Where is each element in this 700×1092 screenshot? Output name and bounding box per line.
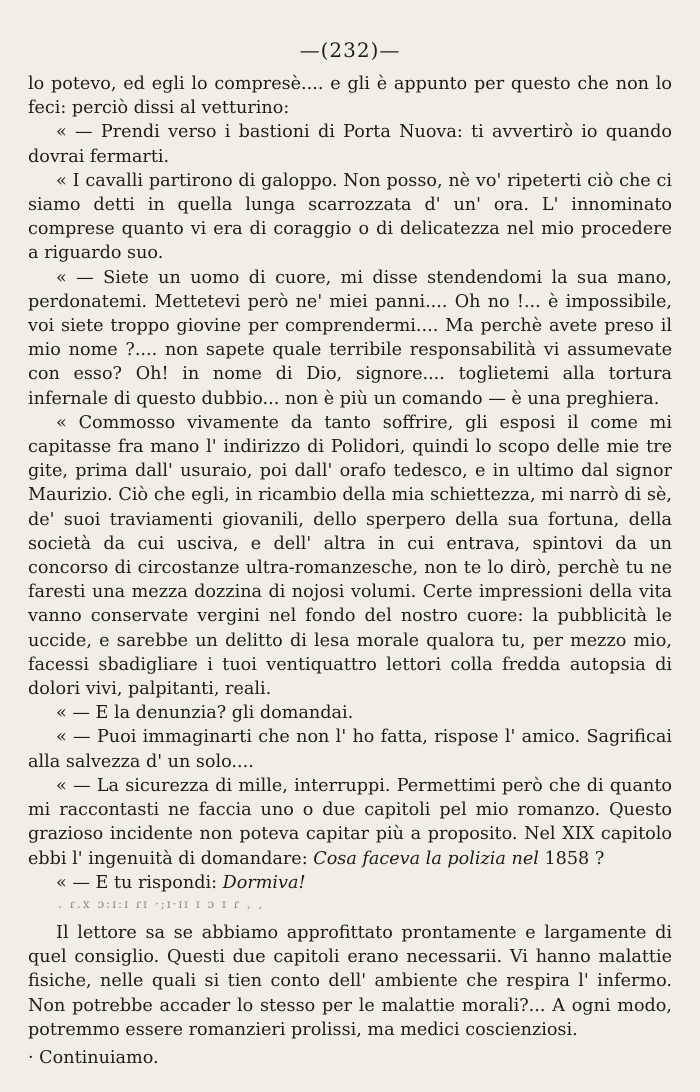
- paragraph-1: lo potevo, ed egli lo compresè.... e gli è appunto per questo che non lo feci: perciò dissi al vetturino:: [28, 74, 672, 119]
- paragraph-2: « — Prendi verso i bastioni di Porta Nuova: ti avvertirò io quando dovrai fermarti.: [28, 122, 672, 167]
- page-number-header: —(232)—: [299, 38, 401, 62]
- question-mark: ?: [594, 848, 605, 869]
- answer-prefix: « — E tu rispondi:: [56, 872, 218, 893]
- question-italic: Cosa faceva la polizia nel: [313, 848, 539, 869]
- smudged-line: . ɾ.x ɔ:ɪ:ɪ ɾɪ ·;ɪ·ɪɪ ɪ ɔ ɪ ɾ , ,: [58, 896, 265, 911]
- paragraph-5: « Commosso vivamente da tanto soffrire, gli esposi il come mi capitasse fra mano l' indirizzo di Polidori, quindi lo scopo delle mie tre gite, prima dall' usuraio, poi dall' orafo tedesco, e in ultimo dal signor Maurizio. Ciò che egli, in ricambio della mia schiettezza, mi narrò di sè, de' suoi traviamenti giovanili, dello sperpero della sua fortuna, della società da cui usciva, e dell' altra in cui entrava, spintovi da un concorso di circostanze ultra-romanzesche, non te lo dirò, perchè tu ne faresti una mezza dozzina di nojosi volumi. Certe impressioni della vita vanno conservate vergini nel fondo del nostro cuore: la pubblicità le uccide, e sarebbe un delitto di lesa morale qualora tu, per mezzo mio, facessi sbadigliare i tuoi ventiquattro lettori colla fredda autopsia di dolori vivi, palpitanti, reali.: [28, 412, 672, 700]
- paragraph-6: « — E la denunzia? gli domandai.: [56, 703, 354, 724]
- answer-italic: Dormiva!: [222, 872, 306, 893]
- closing-paragraph: Il lettore sa se abbiamo approfittato prontamente e largamente di quel consiglio. Questi due capitoli erano necessarii. Vi hanno malattie fisiche, nelle quali si tien conto dell' ambiente che respira l' infermo. Non potrebbe accader lo stesso per le malattie morali?... A ogni modo, potremmo essere romanzieri prolissi, ma medici coscienziosi.: [28, 922, 672, 1040]
- paragraph-8: [28, 774, 672, 871]
- paragraph-7: « — Puoi immaginarti che non l' ho fatta, rispose l' amico. Sagrificai alla salvezza d' un solo....: [28, 727, 672, 772]
- paragraph-8-text: « — La sicurezza di mille, interruppi. Permettimi però che di quanto mi raccontasti ne faccia uno o due capitoli pel mio romanzo. Questo grazioso incidente non poteva capitar più a proposito. Nel XIX capitolo ebbi l' ingenuità di domandare:: [28, 775, 672, 869]
- paragraph-3: « I cavalli partirono di galoppo. Non posso, nè vo' ripeterti ciò che ci siamo detti in quella lunga scarrozzata d' un' ora. L' innominato comprese quanto vi era di coraggio o di delicatezza nel mio procedere a riguardo suo.: [28, 170, 672, 264]
- paragraph-4: « — Siete un uomo di cuore, mi disse stendendomi la sua mano, perdonatemi. Mettetevi però ne' miei panni.... Oh no !... è impossibile, voi siete troppo giovine per comprendermi.... Ma perchè avete preso il mio nome ?.... non sapete quale terribile responsabilità vi assumevate con esso? Oh! in nome di Dio, signore.... toglietemi alla tortura infernale di questo dubbio... non è più un comando — è una preghiera.: [28, 267, 672, 409]
- question-year: 1858: [544, 848, 590, 869]
- final-line: · Continuiamo.: [28, 1047, 159, 1068]
- paragraph-answer: [28, 871, 672, 895]
